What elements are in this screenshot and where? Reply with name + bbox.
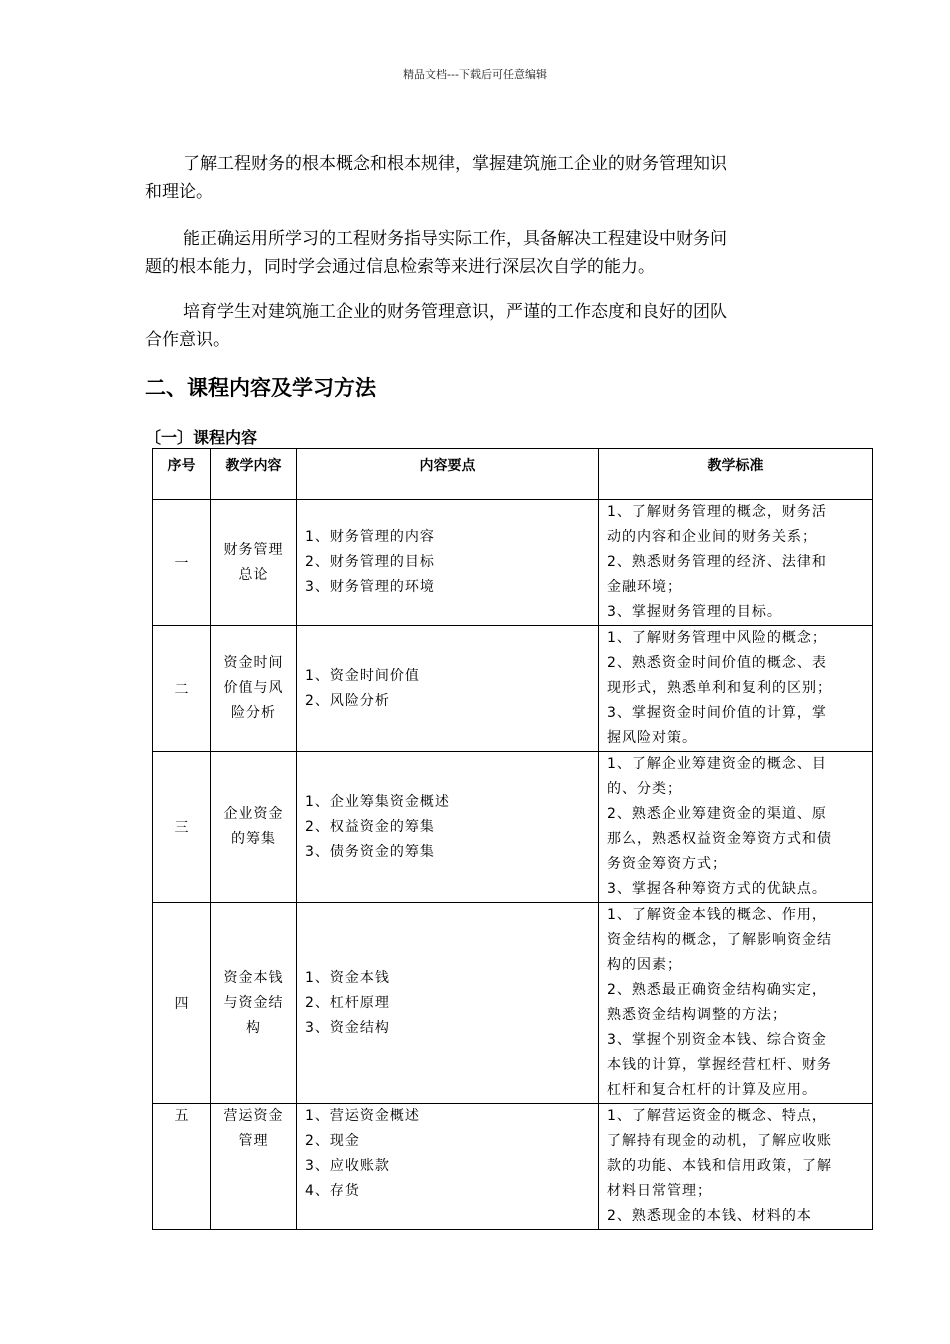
row-points: 1、资金本钱 2、杠杆原理 3、资金结构: [297, 903, 599, 1104]
table-row: [153, 1104, 873, 1230]
row-topic: 资金时间 价值与风 险分析: [211, 626, 297, 752]
paragraph-1-line-1: 了解工程财务的根本概念和根本规律，掌握建筑施工企业的财务管理知识: [183, 154, 727, 174]
row-no: 一: [153, 500, 211, 626]
row-points: 1、企业筹集资金概述 2、权益资金的筹集 3、债务资金的筹集: [297, 752, 599, 903]
paragraph-1: [145, 150, 810, 206]
paragraph-3: [145, 298, 810, 354]
table-header-row: [153, 449, 873, 500]
table-row: [153, 903, 873, 1104]
table-row: [153, 752, 873, 903]
row-points: 1、财务管理的内容 2、财务管理的目标 3、财务管理的环境: [297, 500, 599, 626]
header-no: 序号: [153, 449, 211, 500]
paragraph-3-line-2: 合作意识。: [145, 330, 230, 350]
paragraph-2-line-2: 题的根本能力，同时学会通过信息检索等来进行深层次自学的能力。: [145, 257, 655, 277]
paragraph-3-line-1: 培育学生对建筑施工企业的财务管理意识，严谨的工作态度和良好的团队: [183, 302, 727, 322]
row-standards: 1、了解企业筹建资金的概念、目 的、分类； 2、熟悉企业筹建资金的渠道、原 那么，熟悉权益资金筹资方式和债 务资金筹资方式； 3、掌握各种筹资方式的优缺点。: [599, 752, 873, 903]
row-topic: 企业资金 的筹集: [211, 752, 297, 903]
row-no: 二: [153, 626, 211, 752]
page-header: 精品文档---下载后可任意编辑: [403, 68, 547, 81]
table-row: [153, 626, 873, 752]
course-content-table: [152, 448, 873, 1230]
row-standards: 1、了解资金本钱的概念、作用， 资金结构的概念，了解影响资金结 构的因素； 2、熟悉最正确资金结构确实定， 熟悉资金结构调整的方法； 3、掌握个别资金本钱、综合资金 本钱的计算，掌握经营杠杆、财务 杠杆和复合杠杆的计算及应用。: [599, 903, 873, 1104]
row-standards: 1、了解财务管理的概念，财务活 动的内容和企业间的财务关系； 2、熟悉财务管理的经济、法律和 金融环境； 3、掌握财务管理的目标。: [599, 500, 873, 626]
row-topic: 营运资金 管理: [211, 1104, 297, 1230]
table-row: [153, 500, 873, 626]
row-no: 四: [153, 903, 211, 1104]
row-no: 三: [153, 752, 211, 903]
row-topic: 财务管理 总论: [211, 500, 297, 626]
row-points: 1、资金时间价值 2、风险分析: [297, 626, 599, 752]
subsection-title: 〔一〕课程内容: [145, 428, 258, 447]
paragraph-1-line-2: 和理论。: [145, 182, 213, 202]
paragraph-2-line-1: 能正确运用所学习的工程财务指导实际工作，具备解决工程建设中财务问: [183, 229, 727, 249]
row-topic: 资金本钱 与资金结 构: [211, 903, 297, 1104]
header-topic: 教学内容: [211, 449, 297, 500]
row-no: 五: [153, 1104, 211, 1230]
row-points: 1、营运资金概述 2、现金 3、应收账款 4、存货: [297, 1104, 599, 1230]
paragraph-2: [145, 225, 810, 281]
row-standards: 1、了解财务管理中风险的概念； 2、熟悉资金时间价值的概念、表 现形式，熟悉单利和复利的区别； 3、掌握资金时间价值的计算，掌 握风险对策。: [599, 626, 873, 752]
row-standards: 1、了解营运资金的概念、特点， 了解持有现金的动机，了解应收账 款的功能、本钱和信用政策，了解 材料日常管理； 2、熟悉现金的本钱、材料的本: [599, 1104, 873, 1230]
section-title: 二、课程内容及学习方法: [145, 376, 376, 400]
header-standards: 教学标准: [599, 449, 873, 500]
header-points: 内容要点: [297, 449, 599, 500]
